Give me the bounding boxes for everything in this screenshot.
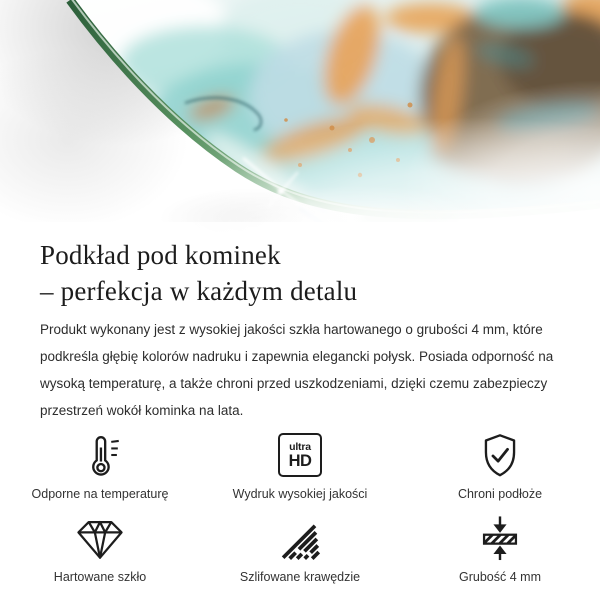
glass-pad-illustration bbox=[0, 0, 600, 232]
thermometer-icon bbox=[70, 432, 130, 478]
feature-polished-edges bbox=[200, 515, 400, 584]
feature-heat-resistant bbox=[0, 432, 200, 501]
polished-edges-icon bbox=[270, 515, 330, 561]
feature-thickness bbox=[400, 515, 600, 584]
ultra-hd-icon bbox=[278, 432, 322, 478]
feature-label: Szlifowane krawędzie bbox=[239, 570, 361, 584]
ultra-hd-text-top: ultra bbox=[289, 440, 311, 453]
thickness-press-icon bbox=[470, 515, 530, 561]
features-grid bbox=[0, 432, 600, 584]
feature-label: Wydruk wysokiej jakości bbox=[232, 487, 368, 501]
feature-label: Hartowane szkło bbox=[53, 570, 147, 584]
feature-protects-floor bbox=[400, 432, 600, 501]
feature-label: Odporne na temperaturę bbox=[31, 487, 169, 501]
feature-label: Grubość 4 mm bbox=[459, 570, 541, 584]
title-line-2: – perfekcja w każdym detalu bbox=[40, 276, 358, 306]
product-description: Produkt wykonany jest z wysokiej jakości szkła hartowanego o grubości 4 mm, które podkreśla głębię kolorów nadruku i zapewnia elegancki połysk. Posiada odporność na wysoką temperaturę, a także chroni przed uszkodzeniami, dzięki czemu zabezpieczy przestrzeń wokół kominka na lata. bbox=[40, 322, 554, 418]
page-title bbox=[40, 237, 560, 309]
shield-check-icon bbox=[470, 432, 530, 478]
title-line-1: Podkład pod kominek bbox=[40, 240, 281, 270]
feature-label: Chroni podłoże bbox=[457, 487, 543, 501]
diamond-icon bbox=[70, 515, 130, 561]
feature-tempered-glass bbox=[0, 515, 200, 584]
product-image bbox=[0, 0, 600, 232]
product-text-block bbox=[0, 237, 600, 584]
feature-print-quality bbox=[200, 432, 400, 501]
ultra-hd-text-bottom: HD bbox=[288, 451, 312, 470]
